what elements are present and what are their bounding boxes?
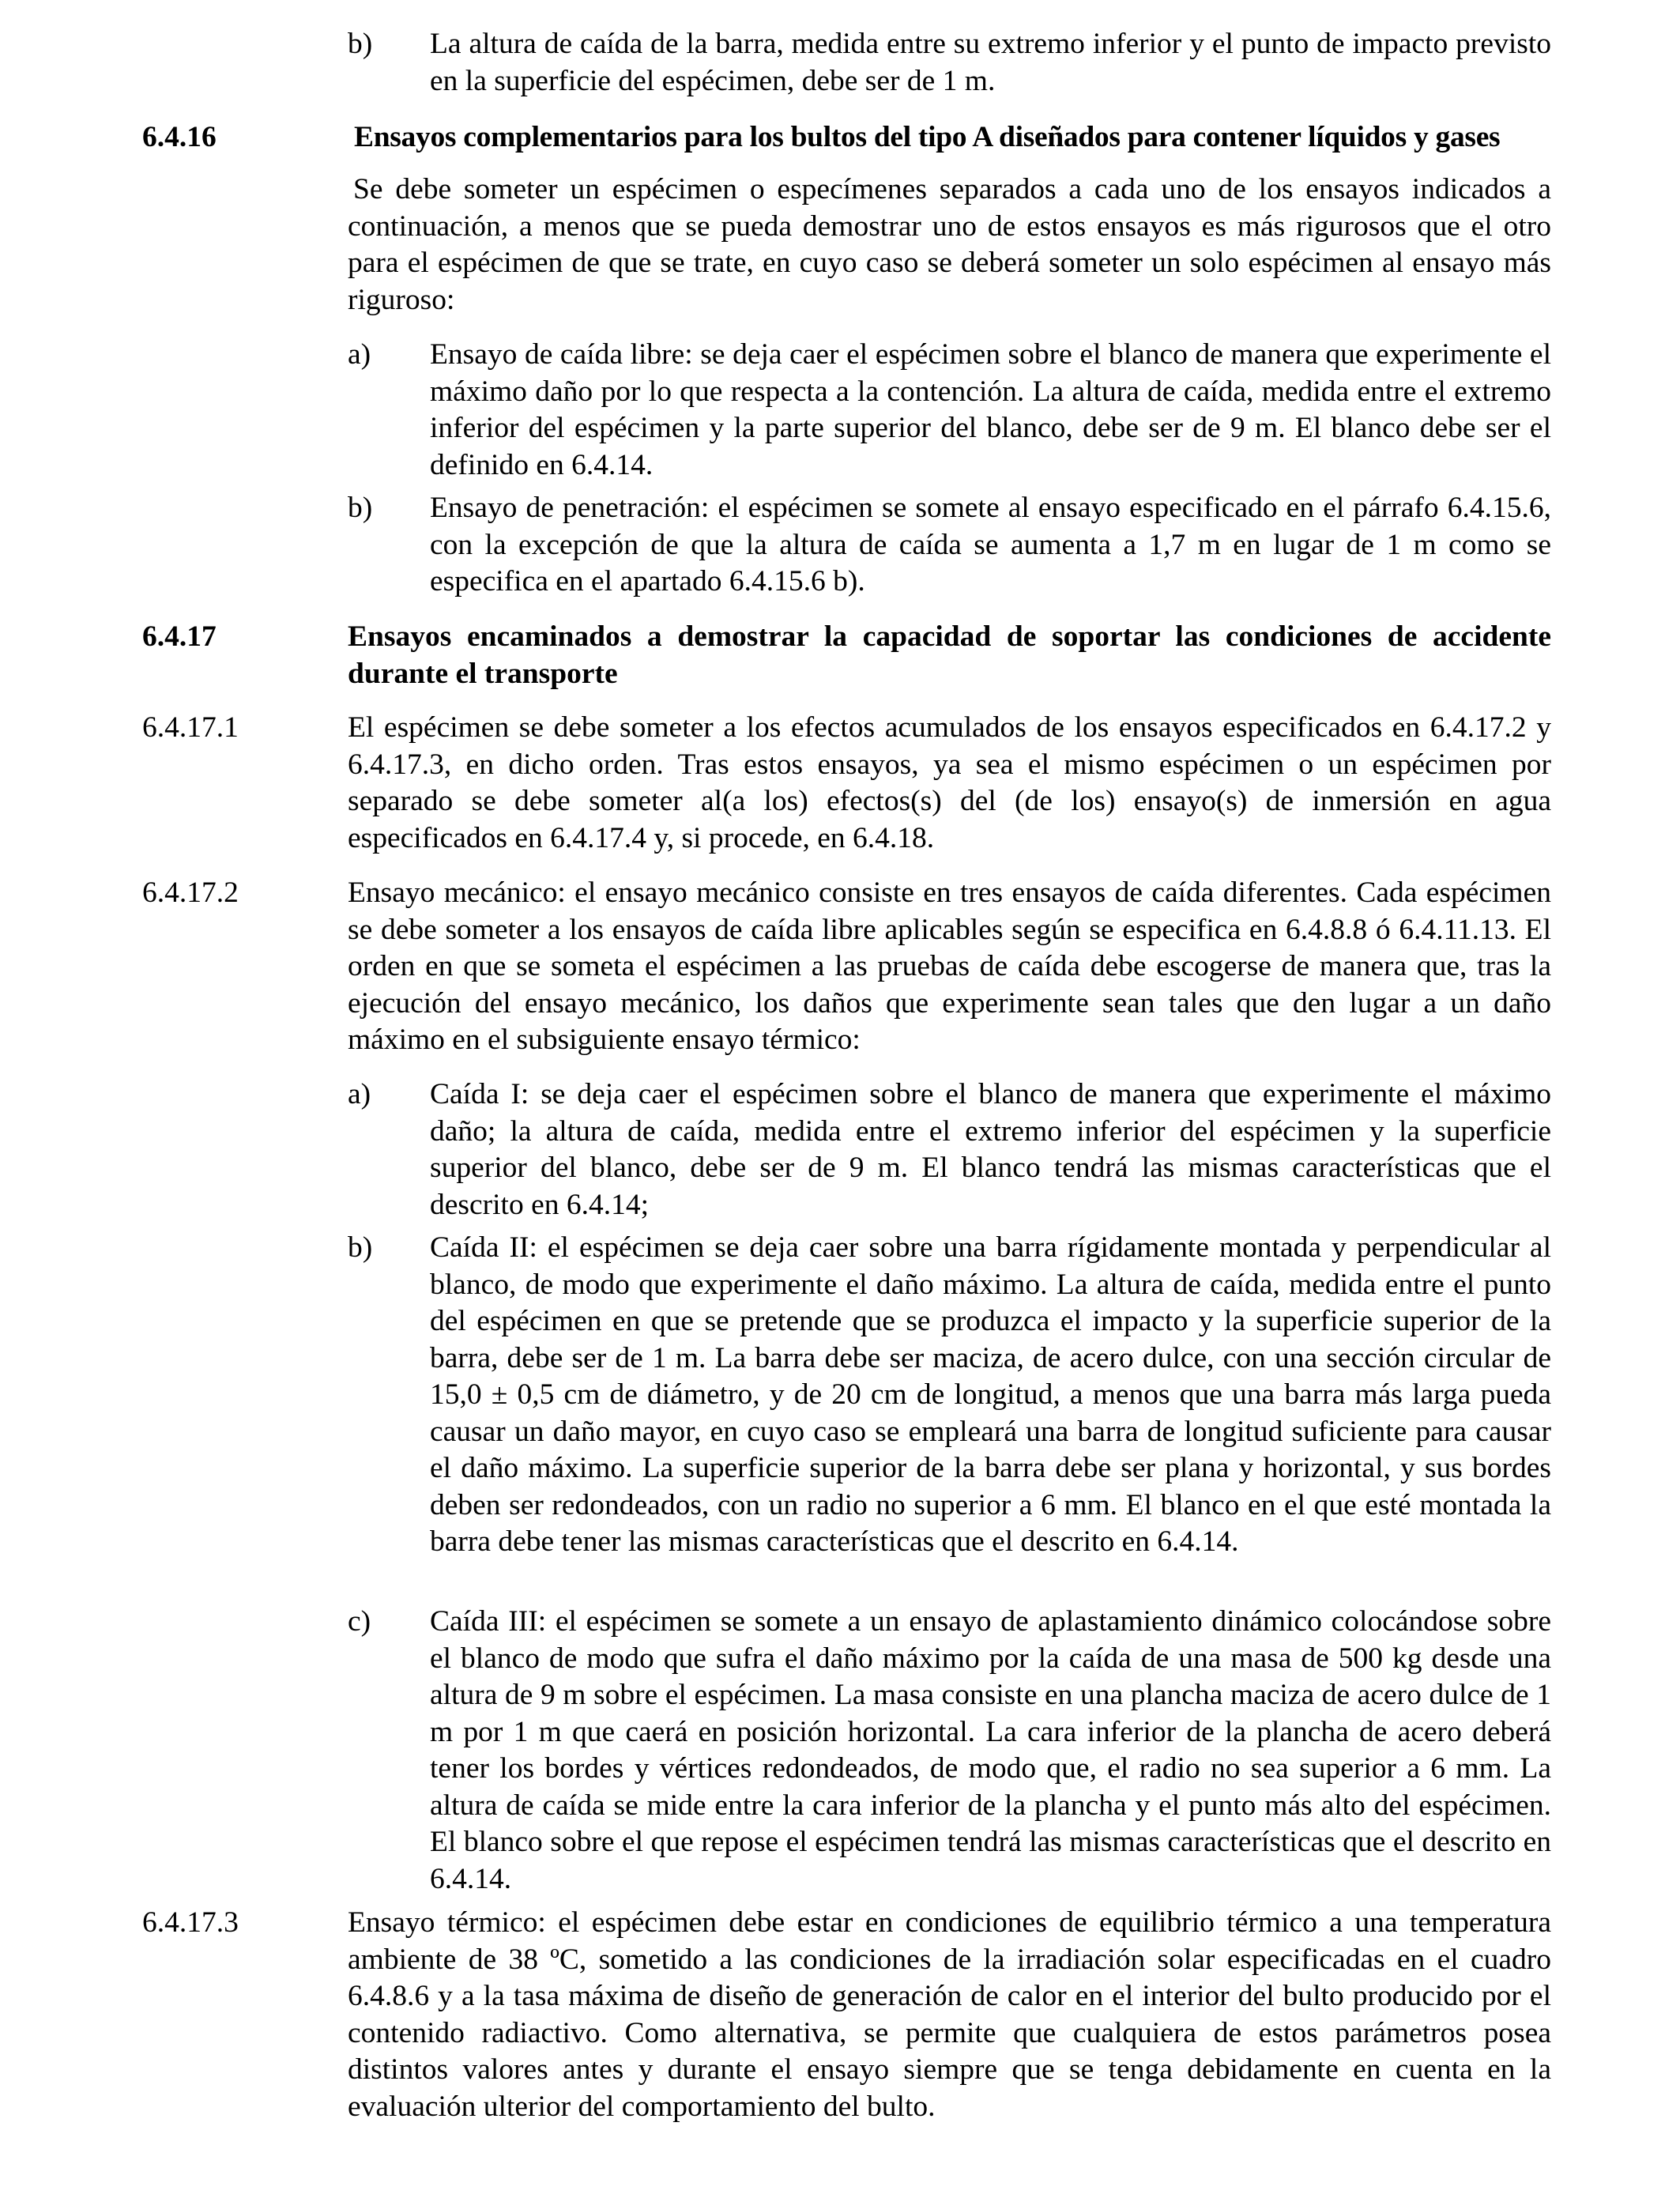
list-item-text: Ensayo de penetración: el espécimen se somete al ensayo especificado en el párrafo 6.4.15.6, con la excepción de que la altura de caída se aumenta a 1,7 m en lugar de 1 m como se especifica en el apartado 6.4.15.6 b). bbox=[430, 492, 1551, 598]
list-item-text: La altura de caída de la barra, medida entre su extremo inferior y el punto de impacto previsto en la superficie del espécimen, debe ser de 1 m. bbox=[430, 28, 1551, 97]
list-item-label: b) bbox=[348, 1231, 373, 1264]
list-item-text: Ensayo de caída libre: se deja caer el espécimen sobre el blanco de manera que experimente el máximo daño por lo que respecta a la contención. La altura de caída, medida entre el extremo inferior del espécimen y la parte superior del blanco, debe ser de 9 m. El blanco debe ser el definido en 6.4.14. bbox=[430, 338, 1551, 481]
list-item-6-4-17-2-a bbox=[348, 1076, 1551, 1223]
list-item-text: Caída III: el espécimen se somete a un ensayo de aplastamiento dinámico colocándose sobre el blanco de modo que sufra el daño máximo por la caída de una masa de 500 kg desde una altura de 9 m sobre el espécimen. La masa consiste en una plancha maciza de acero dulce de 1 m por 1 m que caerá en posición horizontal. La cara inferior de la plancha de acero deberá tener los bordes y vértices redondeados, de modo que, el radio no sea superior a 6 mm. La altura de caída se mide entre la cara inferior de la plancha y el punto más alto del espécimen. El blanco sobre el que repose el espécimen tendrá las mismas características que el descrito en 6.4.14. bbox=[430, 1605, 1551, 1895]
section-number-6-4-17-3: 6.4.17.3 bbox=[142, 1906, 239, 1939]
list-item-6-4-16-a bbox=[348, 337, 1551, 484]
list-item-text: Caída II: el espécimen se deja caer sobre una barra rígidamente montada y perpendicular al blanco, de modo que experimente el daño máximo. La altura de caída, medida entre el punto del espécimen en que se pretende que se produzca el impacto y la superficie superior de la barra, debe ser de 1 m. La barra debe ser maciza, de acero dulce, con una sección circular de 15,0 ± 0,5 cm de diámetro, y de 20 cm de longitud, a menos que una barra más larga pueda causar un daño mayor, en cuyo caso se empleará una barra de longitud suficiente para causar el daño máximo. La superficie superior de la barra debe ser plana y horizontal, y sus bordes deben ser redondeados, con un radio no superior a 6 mm. El blanco en el que esté montada la barra debe tener las mismas características que el descrito en 6.4.14. bbox=[430, 1231, 1551, 1558]
list-item-6-4-17-2-b bbox=[348, 1230, 1551, 1561]
list-item-label: b) bbox=[348, 492, 373, 524]
continuation-list-item bbox=[348, 26, 1551, 100]
section-number-6-4-17: 6.4.17 bbox=[142, 620, 217, 653]
section-number-6-4-17-2: 6.4.17.2 bbox=[142, 876, 239, 909]
list-item-6-4-17-2-c bbox=[348, 1604, 1551, 1898]
list-item-text: Caída I: se deja caer el espécimen sobre el blanco de manera que experimente el máximo daño; la altura de caída, medida entre el extremo inferior del espécimen y la superficie superior del blanco, debe ser de 9 m. El blanco tendrá las mismas características que el descrito en 6.4.14; bbox=[430, 1078, 1551, 1221]
section-text-6-4-17-1: El espécimen se debe someter a los efectos acumulados de los ensayos especificados en 6.4.17.2 y 6.4.17.3, en dicho orden. Tras estos ensayos, ya sea el mismo espécimen o un espécimen por separado se debe someter al(a los) efectos(s) del (de los) ensayo(s) de inmersión en agua especificados en 6.4.17.4 y, si procede, en 6.4.18. bbox=[348, 711, 1551, 854]
section-title-6-4-17: Ensayos encaminados a demostrar la capacidad de soportar las condiciones de accidente durante el transporte bbox=[348, 620, 1551, 690]
list-item-label: b) bbox=[348, 28, 373, 60]
section-title-6-4-16: Ensayos complementarios para los bultos del tipo A diseñados para contener líquidos y gases bbox=[354, 121, 1501, 153]
section-text-6-4-17-3: Ensayo térmico: el espécimen debe estar en condiciones de equilibrio térmico a una temperatura ambiente de 38 ºC, sometido a las condiciones de la irradiación solar especificadas en el cuadro 6.4.8.6 y a la tasa máxima de diseño de generación de calor en el interior del bulto producido por el contenido radiactivo. Como alternativa, se permite que cualquiera de estos parámetros posea distintos valores antes y durante el ensayo siempre que se tenga debidamente en cuenta en la evaluación ulterior del comportamiento del bulto. bbox=[348, 1906, 1551, 2123]
section-text-6-4-17-2: Ensayo mecánico: el ensayo mecánico consiste en tres ensayos de caída diferentes. Cada espécimen se debe someter a los ensayos de caída libre aplicables según se especifica en 6.4.8.8 ó 6.4.11.13. El orden en que se someta el espécimen a las pruebas de caída debe escogerse de manera que, tras la ejecución del ensayo mecánico, los daños que experimente sean tales que den lugar a un daño máximo en el subsiguiente ensayo térmico: bbox=[348, 876, 1551, 1056]
list-item-6-4-16-b bbox=[348, 490, 1551, 601]
list-item-label: a) bbox=[348, 1078, 371, 1110]
list-item-label: a) bbox=[348, 338, 371, 371]
section-number-6-4-16: 6.4.16 bbox=[142, 121, 217, 153]
section-intro-6-4-16: Se debe someter un espécimen o especímenes separados a cada uno de los ensayos indicados a continuación, a menos que se pueda demostrar uno de estos ensayos es más rigurosos que el otro para el espécimen de que se trate, en cuyo caso se deberá someter un solo espécimen al ensayo más riguroso: bbox=[348, 173, 1551, 316]
list-item-label: c) bbox=[348, 1605, 371, 1638]
section-number-6-4-17-1: 6.4.17.1 bbox=[142, 711, 239, 744]
